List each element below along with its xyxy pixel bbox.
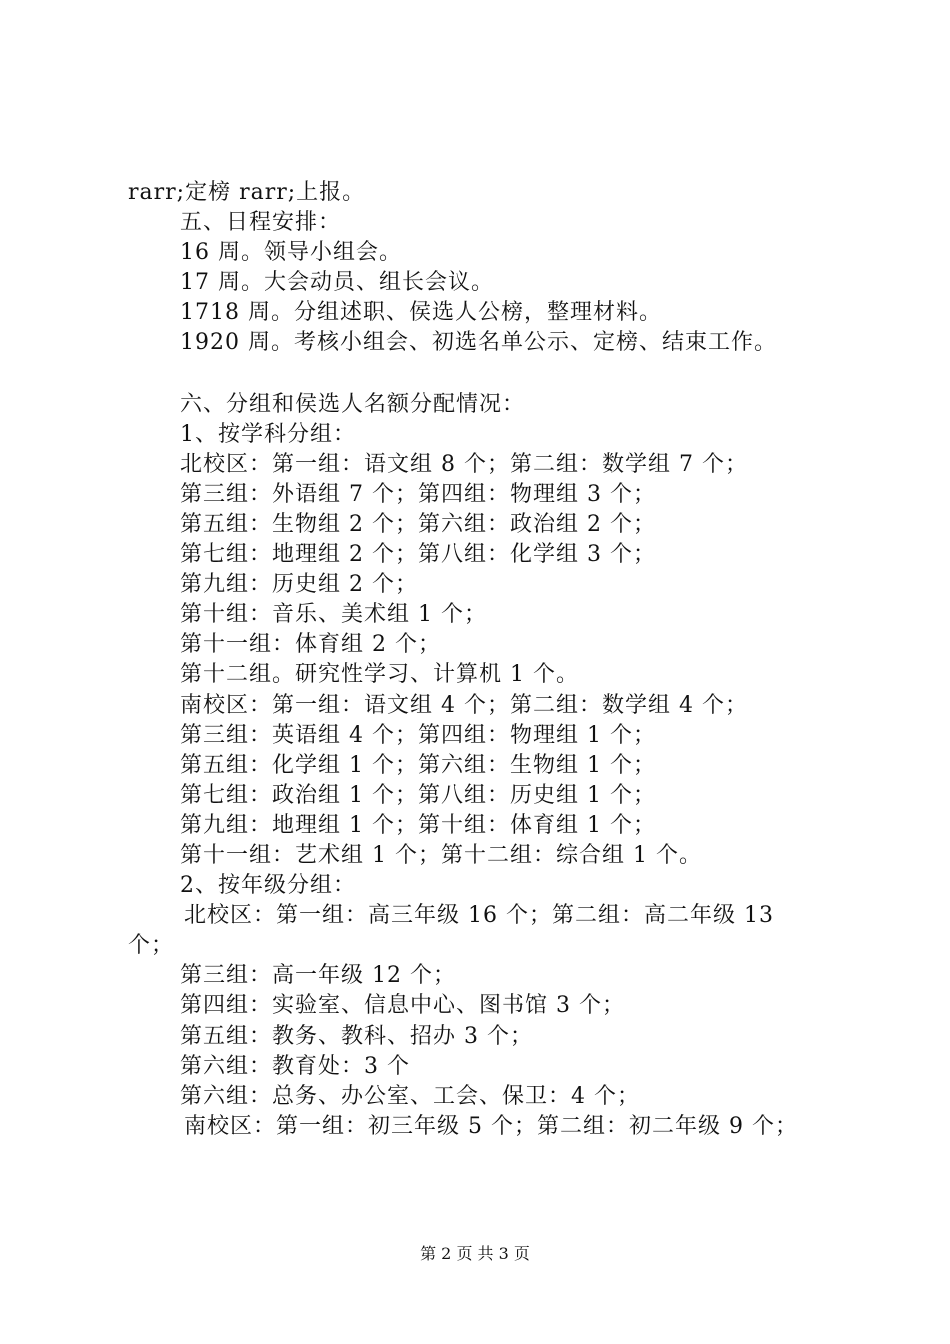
section-heading: 六、分组和侯选人名额分配情况： xyxy=(180,391,526,417)
subsection-heading: 2、按年级分组： xyxy=(180,873,356,899)
text-line: 第七组：地理组 2 个；第八组：化学组 3 个； xyxy=(180,542,656,568)
text-line: 北校区：第一组：语文组 8 个；第二组：数学组 7 个； xyxy=(180,451,748,477)
text-line: 第六组：教育处：3 个 xyxy=(180,1053,410,1079)
page-number-footer: 第 2 页 共 3 页 xyxy=(420,1244,530,1263)
text-line: 第三组：英语组 4 个；第四组：物理组 1 个； xyxy=(180,722,656,748)
text-line: 第九组：地理组 1 个；第十组：体育组 1 个； xyxy=(180,812,656,838)
text-line: 16 周。领导小组会。 xyxy=(180,240,402,266)
text-line: 南校区：第一组：初三年级 5 个；第二组：初二年级 9 个； xyxy=(184,1113,798,1139)
text-line: 第十组：音乐、美术组 1 个； xyxy=(180,602,487,628)
document-body xyxy=(0,178,950,1142)
text-line: 1718 周。分组述职、侯选人公榜，整理材料。 xyxy=(180,300,662,326)
text-line: 第十一组：体育组 2 个； xyxy=(180,632,441,658)
text-line: 个； xyxy=(128,933,175,959)
text-line: 第九组：历史组 2 个； xyxy=(180,572,418,598)
text-line: 1920 周。考核小组会、初选名单公示、定榜、结束工作。 xyxy=(180,330,777,356)
section-heading: 五、日程安排： xyxy=(180,210,342,236)
text-line: 第五组：教务、教科、招办 3 个； xyxy=(180,1023,533,1049)
subsection-heading: 1、按学科分组： xyxy=(180,421,356,447)
text-line: 第十二组。研究性学习、计算机 1 个。 xyxy=(180,662,579,688)
text-line: 第三组：外语组 7 个；第四组：物理组 3 个； xyxy=(180,481,656,507)
text-line: 第四组：实验室、信息中心、图书馆 3 个； xyxy=(180,993,625,1019)
text-line: 第五组：生物组 2 个；第六组：政治组 2 个； xyxy=(180,511,656,537)
text-line: 北校区：第一组：高三年级 16 个；第二组：高二年级 13 xyxy=(184,903,774,929)
text-line: 17 周。大会动员、组长会议。 xyxy=(180,270,494,296)
text-line: 第三组：高一年级 12 个； xyxy=(180,963,456,989)
text-line: 第七组：政治组 1 个；第八组：历史组 1 个； xyxy=(180,782,656,808)
text-line: 第六组：总务、办公室、工会、保卫：4 个； xyxy=(180,1083,640,1109)
text-line: 第五组：化学组 1 个；第六组：生物组 1 个； xyxy=(180,752,656,778)
text-line: 第十一组：艺术组 1 个；第十二组：综合组 1 个。 xyxy=(180,842,702,868)
blank-line xyxy=(0,359,950,390)
text-line: 南校区：第一组：语文组 4 个；第二组：数学组 4 个； xyxy=(180,692,748,718)
text-line: rarr;定榜 rarr;上报。 xyxy=(128,180,366,205)
